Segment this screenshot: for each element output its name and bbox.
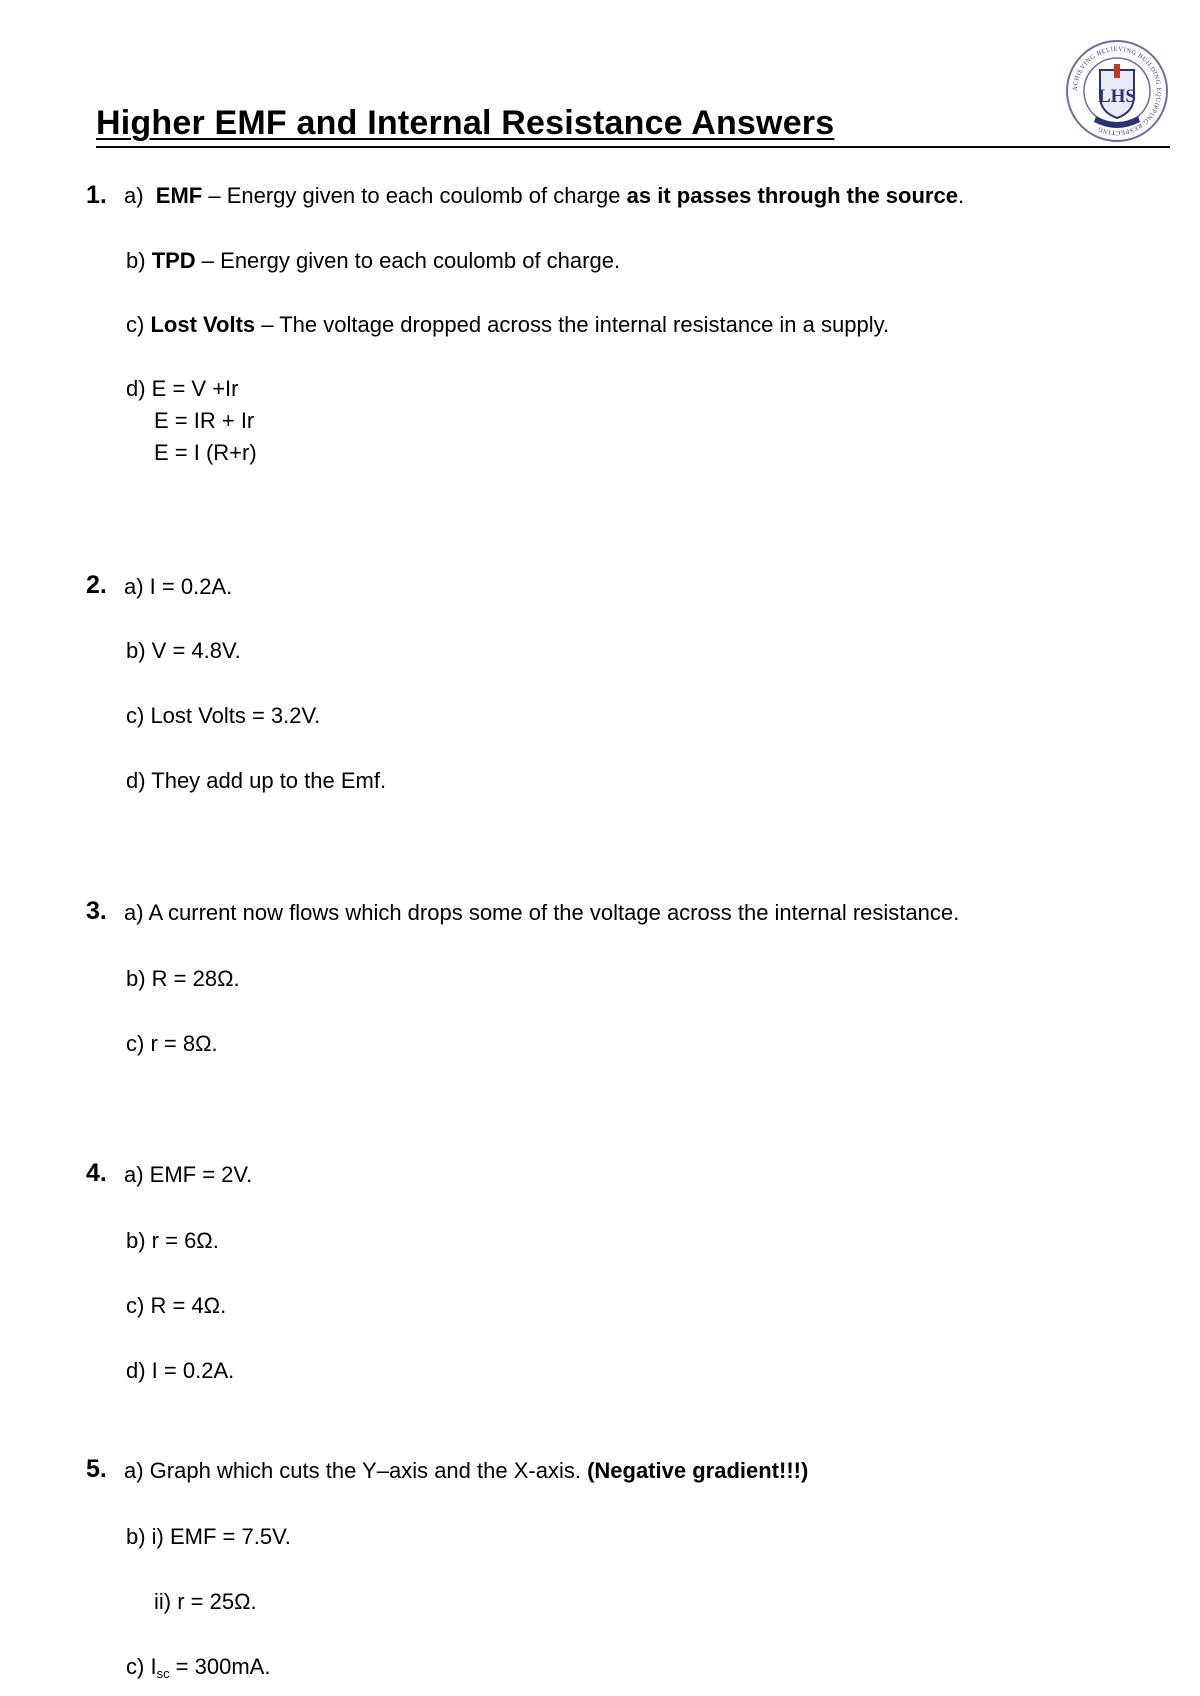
q1-a-term: EMF xyxy=(155,183,203,208)
q2-answer-a: a) I = 0.2A. xyxy=(124,574,233,599)
q5-answer-b-i: b) i) EMF = 7.5V. xyxy=(126,1524,291,1549)
q5-a-text: a) Graph which cuts the Y–axis and the X-axis. xyxy=(124,1458,588,1483)
q4-answer-d: d) I = 0.2A. xyxy=(126,1358,235,1383)
q5-answer-a xyxy=(124,1458,808,1484)
question-2-number: 2. xyxy=(86,571,107,599)
q5-a-bold: (Negative gradient!!!) xyxy=(587,1458,809,1483)
q1-a-text: – Energy given to each coulomb of charge xyxy=(202,183,627,208)
q1-a-bold: as it passes through the source xyxy=(626,183,958,208)
q1-answer-d-line1: d) E = V +Ir xyxy=(126,376,239,401)
q5-c-prefix: c) I xyxy=(126,1654,157,1679)
crest-letters: LHS xyxy=(1097,86,1137,107)
q1-b-term: TPD xyxy=(151,248,196,273)
q5-answer-c xyxy=(126,1654,270,1687)
q4-answer-c: c) R = 4Ω. xyxy=(126,1293,227,1318)
q1-answer-b xyxy=(126,248,620,274)
q4-answer-b: b) r = 6Ω. xyxy=(126,1228,219,1253)
q1-c-text: – The voltage dropped across the internal resistance in a supply. xyxy=(255,312,890,337)
page-title: Higher EMF and Internal Resistance Answers xyxy=(96,104,835,142)
q1-a-label: a) xyxy=(124,183,144,208)
q1-answer-c xyxy=(126,312,889,338)
q4-answer-a: a) EMF = 2V. xyxy=(124,1162,253,1187)
q3-answer-c: c) r = 8Ω. xyxy=(126,1031,218,1056)
q1-c-term: Lost Volts xyxy=(150,312,256,337)
crest-ring-text: ACHIEVING BELIEVING BUILDING EQUIPPING RESPECTING xyxy=(1071,45,1163,137)
q1-b-label: b) xyxy=(126,248,152,273)
question-3-number: 3. xyxy=(86,897,107,925)
q2-answer-d: d) They add up to the Emf. xyxy=(126,768,387,793)
q1-a-end: . xyxy=(957,183,965,208)
q2-answer-b: b) V = 4.8V. xyxy=(126,638,241,663)
q5-c-value: = 300mA. xyxy=(169,1654,271,1679)
question-1-number: 1. xyxy=(86,181,107,209)
q3-answer-b: b) R = 28Ω. xyxy=(126,966,240,991)
q1-answer-a xyxy=(124,183,964,209)
question-5-number: 5. xyxy=(86,1455,107,1483)
q1-answer-d-line3: E = I (R+r) xyxy=(154,440,257,465)
q5-c-subscript: sc xyxy=(156,1666,170,1681)
title-underline xyxy=(96,146,1170,148)
q1-b-text: – Energy given to each coulomb of charge. xyxy=(195,248,621,273)
question-4-number: 4. xyxy=(86,1159,107,1187)
q1-c-label: c) xyxy=(126,312,151,337)
q1-answer-d-line2: E = IR + Ir xyxy=(154,408,255,433)
q3-answer-a: a) A current now flows which drops some of the voltage across the internal resistance. xyxy=(124,900,960,925)
q5-answer-b-ii: ii) r = 25Ω. xyxy=(154,1589,257,1614)
q2-answer-c: c) Lost Volts = 3.2V. xyxy=(126,703,321,728)
